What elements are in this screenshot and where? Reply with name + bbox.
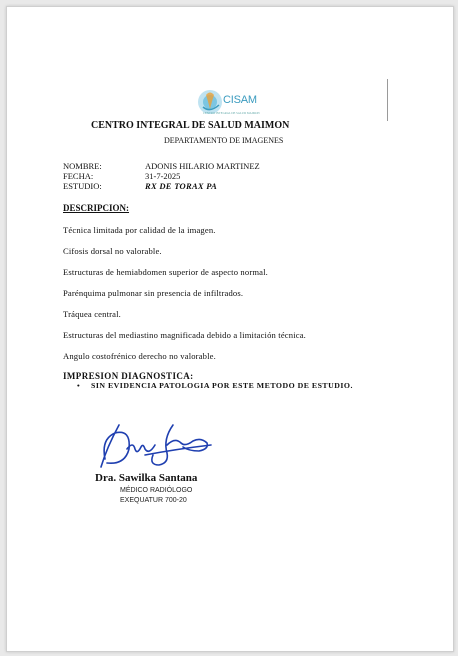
finding-item: Estructuras de hemiabdomen superior de aspecto normal. <box>63 267 268 277</box>
bullet-icon: • <box>77 381 81 390</box>
impression-list <box>77 381 353 390</box>
handwritten-signature <box>97 419 215 473</box>
study-value: RX DE TORAX PA <box>145 181 218 191</box>
doctor-name: Dra. Sawilka Santana <box>95 472 198 484</box>
doctor-role: MÉDICO RADIÓLOGO <box>120 487 193 494</box>
finding-item: Técnica limitada por calidad de la imagen. <box>63 225 216 235</box>
study-label: ESTUDIO: <box>63 181 102 191</box>
finding-item: Cifosis dorsal no valorable. <box>63 246 162 256</box>
doctor-license: EXEQUATUR 700-20 <box>120 497 187 504</box>
finding-item: Tráquea central. <box>63 309 121 319</box>
impression-heading: IMPRESION DIAGNOSTICA: <box>63 371 194 381</box>
margin-divider <box>387 79 388 121</box>
document-page <box>6 6 454 652</box>
impression-item: SIN EVIDENCIA PATOLOGIA POR ESTE METODO DE ESTUDIO. <box>91 381 353 390</box>
department-name: DEPARTAMENTO DE IMAGENES <box>164 136 284 145</box>
date-value: 31-7-2025 <box>145 171 181 181</box>
date-label: FECHA: <box>63 171 94 181</box>
logo-text: CISAM <box>223 94 257 106</box>
finding-item: Angulo costofrénico derecho no valorable. <box>63 351 216 361</box>
logo-subtitle: CENTRO INTEGRAL DE SALUD MAIMON <box>203 111 260 115</box>
clinic-title: CENTRO INTEGRAL DE SALUD MAIMON <box>91 120 290 131</box>
description-heading: DESCRIPCION: <box>63 203 130 213</box>
name-label: NOMBRE: <box>63 161 102 171</box>
name-value: ADONIS HILARIO MARTINEZ <box>145 161 260 171</box>
finding-item: Parénquima pulmonar sin presencia de infiltrados. <box>63 288 244 298</box>
finding-item: Estructuras del mediastino magnificada debido a limitación técnica. <box>63 330 306 340</box>
findings-list <box>63 225 306 372</box>
